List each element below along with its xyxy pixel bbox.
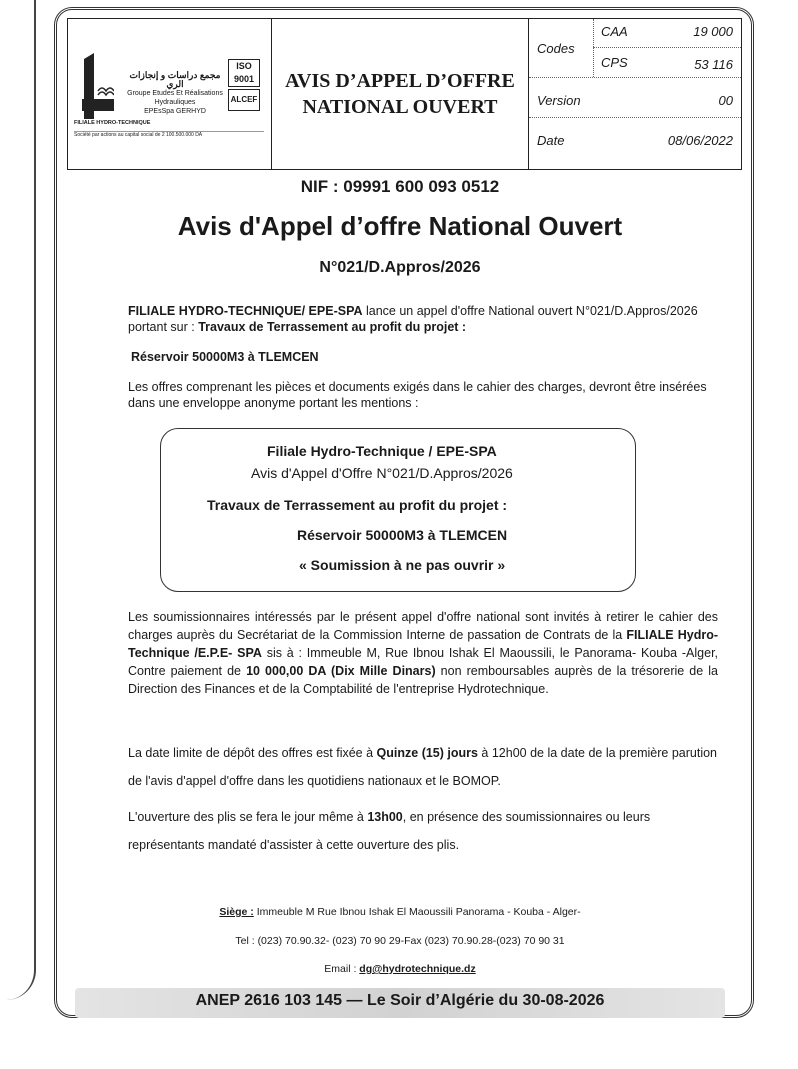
header-title-line1: AVIS D’APPEL D’OFFRE bbox=[285, 70, 515, 92]
hydro-tower-logo-icon bbox=[80, 51, 114, 121]
version-value: 00 bbox=[718, 93, 733, 108]
envelope-line-subject: Travaux de Terrassement au profit du projet : bbox=[207, 497, 508, 513]
email-link[interactable]: dg@hydrotechnique.dz bbox=[359, 963, 476, 975]
reference-number: N°021/D.Appros/2026 bbox=[319, 259, 481, 276]
envelope-mentions-box bbox=[160, 428, 636, 592]
caa-label: CAA bbox=[601, 24, 628, 39]
codes-label: Codes bbox=[537, 41, 575, 56]
logo-filiale-name: FILIALE HYDRO-TECHNIQUE bbox=[74, 120, 151, 126]
date-label: Date bbox=[537, 133, 565, 148]
publication-footer: ANEP 2616 103 145 — Le Soir d’Algérie du 30-08-2026 bbox=[195, 992, 605, 1009]
company-logo-block bbox=[68, 19, 272, 169]
bidders-paragraph: Les soumissionnaires intéressés par le présent appel d'offre national sont invités à retirer le cahier des charges auprès du Secrétariat de la Commission Interne de passation de Contrats de la FILIALE Hydro-Technique /E.P.E- SPA sis à : Immeuble M, Rue Ibnou Ishak El Maoussili, le Panorama- Kouba -Alger, Contre paiement de 10 000,00 DA (Dix Mille Dinars) non remboursables auprès de la trésorerie de la Direction des Finances et de la Comptabilité de l'entreprise Hydrotechnique. bbox=[128, 610, 719, 696]
cps-label: CPS bbox=[601, 55, 628, 70]
header-title bbox=[272, 19, 529, 169]
envelope-line-reference: Avis d'Appel d'Offre N°021/D.Appros/2026 bbox=[251, 465, 513, 481]
date-value: 08/06/2022 bbox=[667, 133, 733, 148]
caa-value: 19 000 bbox=[693, 24, 733, 39]
intro-subject: Travaux de Terrassement au profit du projet : bbox=[198, 320, 467, 334]
bidders-company: FILIALE Hydro-Technique /E.P.E- SPA bbox=[128, 628, 718, 660]
envelope-line-project: Réservoir 50000M3 à TLEMCEN bbox=[297, 527, 508, 543]
envelope-line-company: Filiale Hydro-Technique / EPE-SPA bbox=[267, 443, 497, 459]
header-title-line2: NATIONAL OUVERT bbox=[302, 96, 498, 118]
opening-paragraph: L'ouverture des plis se fera le jour même à 13h00, en présence des soumissionnaires ou leurs représentants mandaté d'assister à cette ouverture des plis. bbox=[128, 810, 651, 852]
left-margin-rule bbox=[0, 0, 36, 1000]
logo-arabic-name: مجمع دراسات و إنجازات الري Groupe Etudes Et Réalisations Hydrauliques EPEsSpa GERHYD bbox=[127, 70, 223, 115]
siege-label: Siège : bbox=[219, 906, 254, 918]
alcef-badge: ALCEF bbox=[228, 89, 260, 111]
bidders-fee: 10 000,00 DA (Dix Mille Dinars) bbox=[246, 664, 436, 678]
logo-capital-text: Société par actions au capital social de 2 100.500.000 DA bbox=[74, 131, 264, 139]
cps-value: 53 116 bbox=[694, 57, 733, 72]
version-label: Version bbox=[537, 93, 581, 108]
contact-phone: Tel : (023) 70.90.32- (023) 70 90 29-Fax (023) 70.90.28-(023) 70 90 31 bbox=[235, 935, 565, 947]
intro-text: lance un appel d'offre National ouvert N°021/D.Appros/2026 portant sur : bbox=[128, 304, 698, 334]
nif-number: NIF : 09991 600 093 0512 bbox=[300, 177, 500, 196]
iso-certification-badge: ISO 9001 bbox=[228, 59, 260, 87]
offers-paragraph: Les offres comprenant les pièces et documents exigés dans le cahier des charges, devront être insérées dans une enveloppe anonyme portant les mentions : bbox=[128, 380, 707, 410]
opening-time: 13h00 bbox=[367, 810, 403, 824]
deadline-duration: Quinze (15) jours bbox=[376, 746, 478, 760]
contact-email: Email : dg@hydrotechnique.dz bbox=[324, 963, 476, 975]
project-name: Réservoir 50000M3 à TLEMCEN bbox=[131, 350, 319, 364]
page-title: Avis d'Appel d’offre National Ouvert bbox=[177, 211, 623, 241]
document-header bbox=[67, 18, 742, 170]
envelope-line-warning: « Soumission à ne pas ouvrir » bbox=[299, 557, 506, 573]
intro-paragraph bbox=[128, 303, 718, 335]
contact-address: Siège : Immeuble M Rue Ibnou Ishak El Maoussili Panorama - Kouba - Alger- bbox=[219, 906, 581, 918]
deadline-paragraph: La date limite de dépôt des offres est fixée à Quinze (15) jours à 12h00 de la date de la première parution de l'avis d'appel d'offre dans les quotidiens nationaux et le BOMOP. bbox=[128, 746, 718, 788]
header-codes-table bbox=[529, 19, 741, 169]
intro-company: FILIALE HYDRO-TECHNIQUE/ EPE-SPA bbox=[128, 304, 363, 318]
